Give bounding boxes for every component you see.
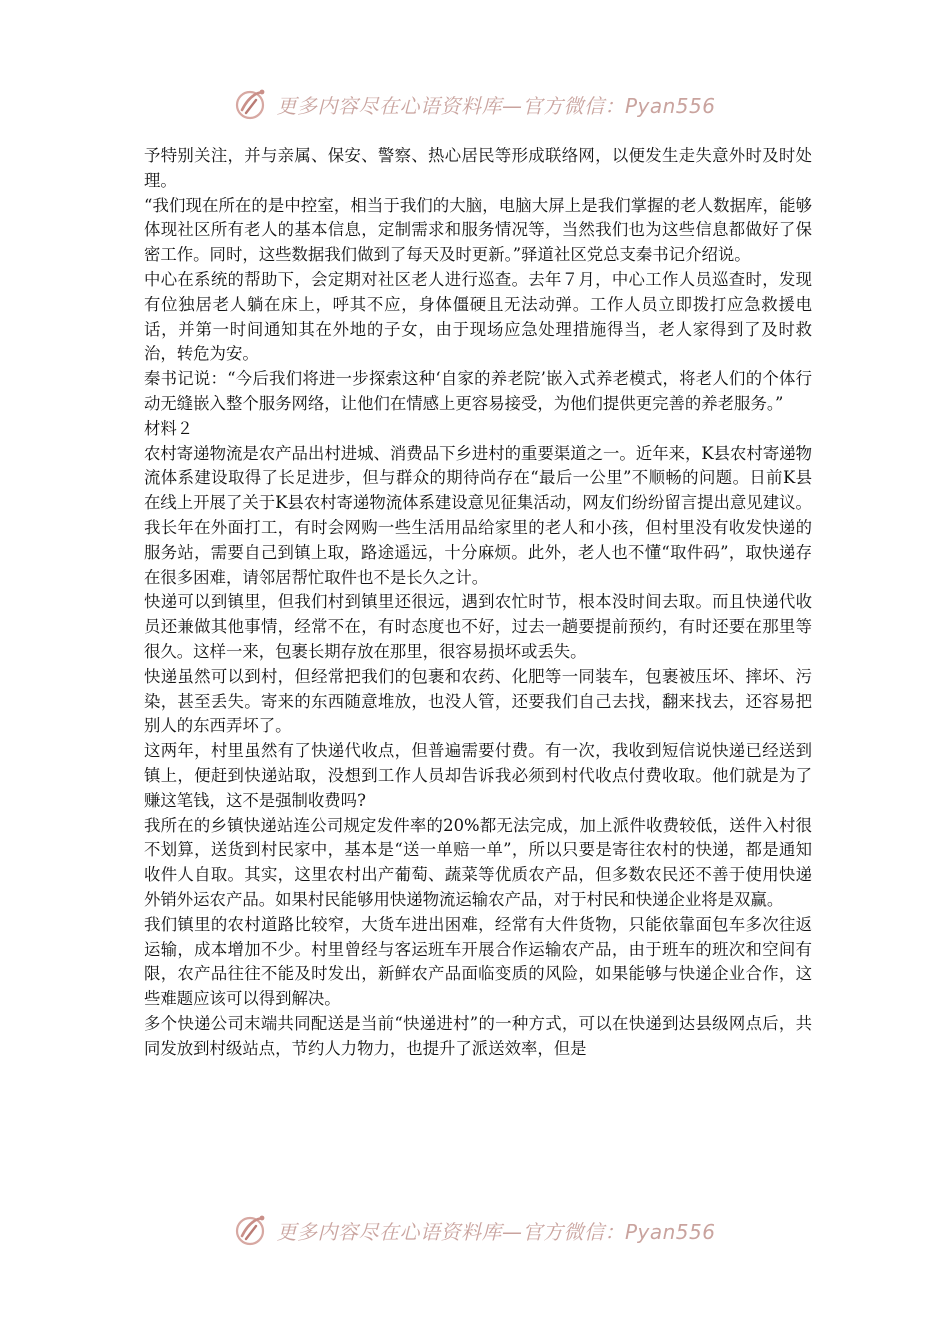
paragraph: 秦书记说：“今后我们将进一步探索这种‘自家的养老院’嵌入式养老模式，将老人们的个体行动无缝嵌入整个服务网络，让他们在情感上更容易接受，为他们提供更完善的养老服务。” [144, 369, 812, 413]
paragraph: 我所在的乡镇快递站连公司规定发件率的20%都无法完成，加上派件收费较低，送件入村很不划算，送货到村民家中，基本是“送一单赔一单”，所以只要是寄往农村的快递，都是通知收件人自取。其实，这里农村出产葡萄、蔬菜等优质农产品，但多数农民还不善于使用快递外销外运农产品。如果村民能够用快递物流运输农产品，对于村民和快递企业将是双赢。 [144, 815, 812, 909]
paragraph: “我们现在所在的是中控室，相当于我们的大脑，电脑大屏上是我们掌握的老人数据库，能够体现社区所有老人的基本信息，定制需求和服务情况等，当然我们也为这些信息都做好了保密工作。同时，这些数据我们做到了每天及时更新。”驿道社区党总支秦书记介绍说。 [144, 195, 812, 265]
paragraph: 这两年，村里虽然有了快递代收点，但普遍需要付费。有一次，我收到短信说快递已经送到镇上，便赶到快递站取，没想到工作人员却告诉我必须到村代收点付费收取。他们就是为了赚这笔钱，这不是强制收费吗? [144, 741, 812, 810]
logo-icon [234, 1212, 270, 1248]
header-banner-text: 更多内容尽在心语资料库—官方微信：Pyan556 [276, 93, 716, 118]
paragraph: 我们镇里的农村道路比较窄，大货车进出困难，经常有大件货物，只能依靠面包车多次往返运输，成本增加不少。村里曾经与客运班车开展合作运输农产品，由于班车的班次和空间有限，农产品往往不能及时发出，新鲜农产品面临变质的风险，如果能够与快递企业合作，这些难题应该可以得到解决。 [144, 914, 812, 1009]
document-body [144, 144, 812, 1061]
paragraph: 多个快递公司末端共同配送是当前“快递进村”的一种方式，可以在快递到达县级网点后，共同发放到村级站点，节约人力物力，也提升了派送效率，但是 [144, 1013, 812, 1058]
logo-icon [234, 86, 270, 122]
footer-banner-text: 更多内容尽在心语资料库—官方微信：Pyan556 [276, 1219, 716, 1244]
paragraph: 农村寄递物流是农产品出村进城、消费品下乡进村的重要渠道之一。近年来，K县农村寄递物流体系建设取得了长足进步，但与群众的期待尚存在“最后一公里”不顺畅的问题。日前K县在线上开展了关于K县农村寄递物流体系建设意见征集活动，网友们纷纷留言提出意见建议。 [144, 443, 812, 513]
footer-banner [0, 1210, 950, 1250]
paragraph: 中心在系统的帮助下，会定期对社区老人进行巡查。去年７月，中心工作人员巡查时，发现有位独居老人躺在床上，呼其不应，身体僵硬且无法动弹。工作人员立即拨打应急救援电话，并第一时间通知其在外地的子女，由于现场应急处理措施得当，老人家得到了及时救治，转危为安。 [144, 269, 812, 364]
paragraph: 快递可以到镇里，但我们村到镇里还很远，遇到农忙时节，根本没时间去取。而且快递代收员还兼做其他事情，经常不在，有时态度也不好，过去一趟要提前预约，有时还要在那里等很久。这样一来，包裹长期存放在那里，很容易损坏或丢失。 [144, 592, 812, 661]
paragraph: 予特别关注，并与亲属、保安、警察、热心居民等形成联络网，以便发生走失意外时及时处理。 [144, 146, 812, 190]
header-banner [0, 84, 950, 124]
paragraph: 我长年在外面打工，有时会网购一些生活用品给家里的老人和小孩，但村里没有收发快递的服务站，需要自己到镇上取，路途遥远，十分麻烦。此外，老人也不懂“取件码”，取快递存在很多困难，请邻居帮忙取件也不是长久之计。 [144, 517, 812, 587]
paragraph: 快递虽然可以到村，但经常把我们的包裹和农药、化肥等一同装车，包裹被压坏、摔坏、污染，甚至丢失。寄来的东西随意堆放，也没人管，还要我们自己去找，翻来找去，还容易把别人的东西弄坏了。 [144, 666, 812, 736]
section-heading: 材料２ [144, 418, 194, 438]
